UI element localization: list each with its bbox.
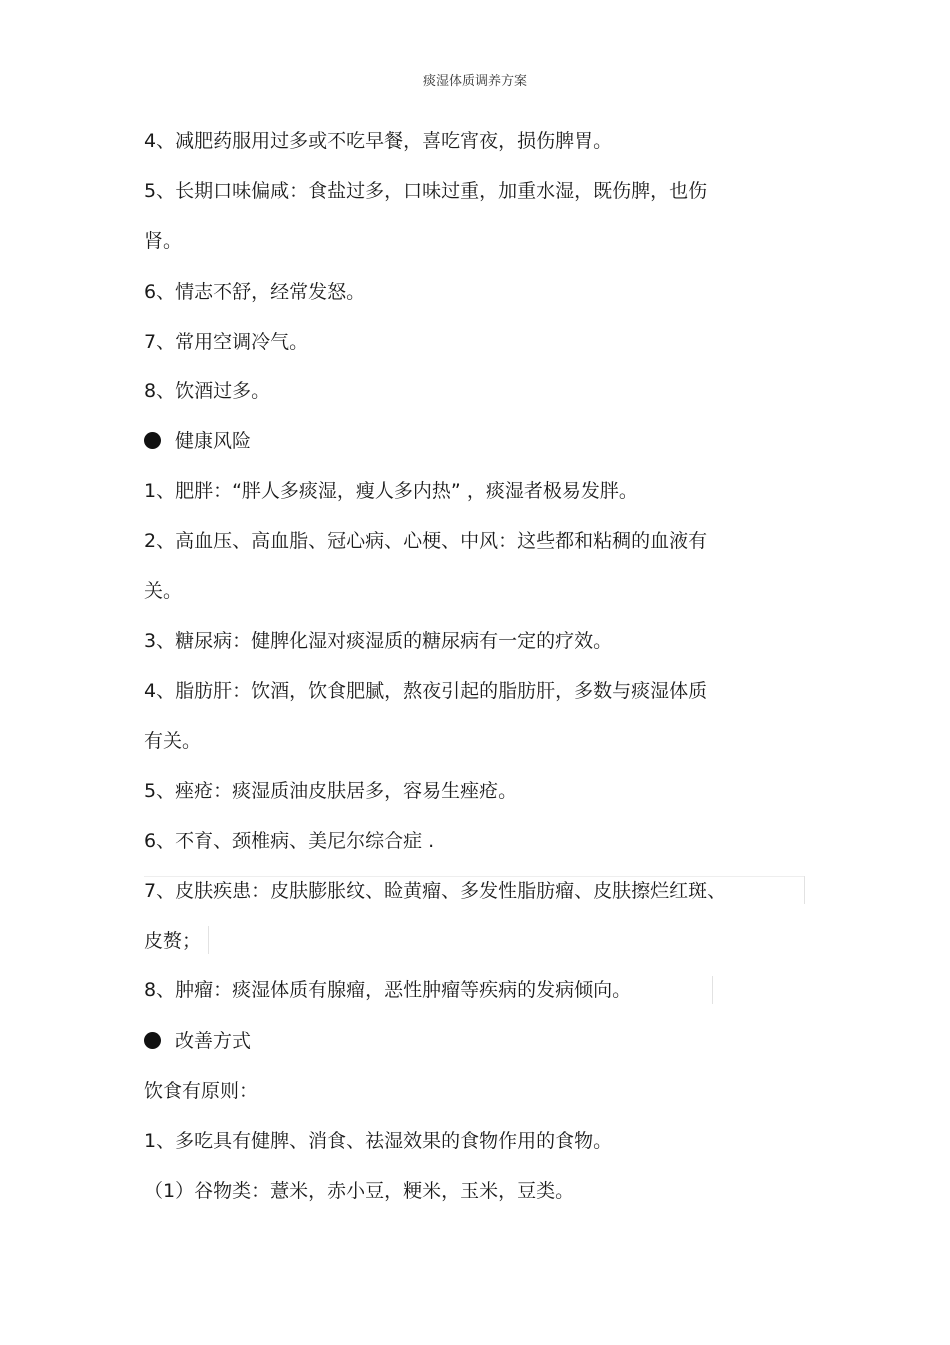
text-line: 4、减肥药服用过多或不吃早餐，喜吃宵夜，损伤脾胃。 bbox=[144, 130, 613, 152]
text-line: 1、肥胖：“胖人多痰湿，瘦人多内热” ，痰湿者极易发胖。 bbox=[144, 480, 638, 502]
text-line: 2、高血压、高血脂、冠心病、心梗、中风：这些都和粘稠的血液有 bbox=[144, 530, 708, 552]
text-line: 7、皮肤疾患：皮肤膨胀纹、睑黄瘤、多发性脂肪瘤、皮肤擦烂红斑、 bbox=[144, 880, 727, 902]
scan-line bbox=[712, 976, 713, 1004]
scan-line bbox=[804, 876, 805, 904]
page-header: 痰湿体质调养方案 bbox=[422, 74, 527, 89]
section-heading-text: 改善方式 bbox=[175, 1030, 252, 1052]
text-line: 关。 bbox=[144, 580, 183, 602]
text-line: 8、肿瘤：痰湿体质有腺瘤，恶性肿瘤等疾病的发病倾向。 bbox=[144, 979, 632, 1001]
bullet-icon bbox=[144, 432, 161, 449]
bullet-icon bbox=[144, 1032, 161, 1049]
text-line: 6、不育、颈椎病、美尼尔综合症 . bbox=[144, 830, 435, 852]
text-line: 7、常用空调冷气。 bbox=[144, 331, 309, 353]
text-line: 8、饮酒过多。 bbox=[144, 380, 271, 402]
text-line: 有关。 bbox=[144, 730, 202, 752]
text-line: 5、长期口味偏咸：食盐过多，口味过重，加重水湿，既伤脾，也伤 bbox=[144, 180, 708, 202]
text-line: 1、多吃具有健脾、消食、祛湿效果的食物作用的食物。 bbox=[144, 1130, 613, 1152]
text-line: 皮赘； bbox=[144, 930, 202, 952]
text-line: 5、痤疮：痰湿质油皮肤居多，容易生痤疮。 bbox=[144, 780, 518, 802]
text-line: 4、脂肪肝：饮酒，饮食肥腻，熬夜引起的脂肪肝，多数与痰湿体质 bbox=[144, 680, 708, 702]
text-line: 6、情志不舒，经常发怒。 bbox=[144, 281, 366, 303]
text-line: 肾。 bbox=[144, 230, 183, 252]
scan-line bbox=[208, 926, 209, 954]
section-heading-health-risk bbox=[144, 428, 251, 454]
text-line: 3、糖尿病：健脾化湿对痰湿质的糖尿病有一定的疗效。 bbox=[144, 630, 613, 652]
section-heading-text: 健康风险 bbox=[175, 430, 252, 452]
section-heading-improvement bbox=[144, 1028, 251, 1054]
text-line: 饮食有原则： bbox=[144, 1080, 259, 1102]
text-line: （1）谷物类：薏米，赤小豆，粳米，玉米，豆类。 bbox=[144, 1180, 575, 1202]
scan-line bbox=[144, 876, 804, 877]
